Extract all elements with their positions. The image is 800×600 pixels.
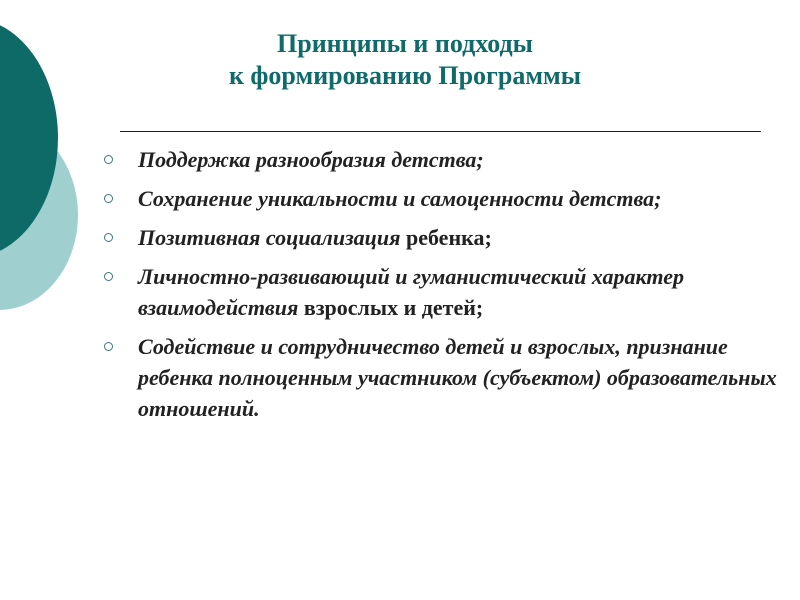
bullet-item — [104, 144, 784, 175]
bullet-text: Сохранение уникальности и самоценности детства; — [138, 186, 662, 211]
bullet-text-upright: ребенка; — [405, 225, 492, 250]
bullet-text-upright: взрослых и детей; — [303, 295, 484, 320]
slide-title-line-1: Принципы и подходы — [277, 29, 533, 58]
bullet-text-italic: Позитивная социализация — [138, 225, 406, 250]
bullet-list — [104, 144, 784, 432]
slide-title — [130, 28, 680, 92]
bullet-text: Поддержка разнообразия детства; — [138, 147, 484, 172]
bullet-item — [104, 183, 784, 214]
title-divider — [120, 131, 761, 132]
circle-bullet-icon — [104, 194, 113, 203]
bullet-item — [104, 261, 784, 323]
bullet-text: Содействие и сотрудничество детей и взрослых, признание ребенка полноценным участником (субъектом) образовательных отношений. — [138, 334, 777, 421]
slide-title-line-2: к формированию Программы — [228, 61, 582, 90]
bullet-item — [104, 331, 784, 424]
bullet-item — [104, 222, 784, 253]
circle-bullet-icon — [104, 155, 113, 164]
circle-bullet-icon — [104, 233, 113, 242]
circle-bullet-icon — [104, 342, 113, 351]
bullet-text-italic: Личностно-развивающий и гуманистический характер взаимодействия — [138, 264, 684, 320]
circle-bullet-icon — [104, 272, 113, 281]
